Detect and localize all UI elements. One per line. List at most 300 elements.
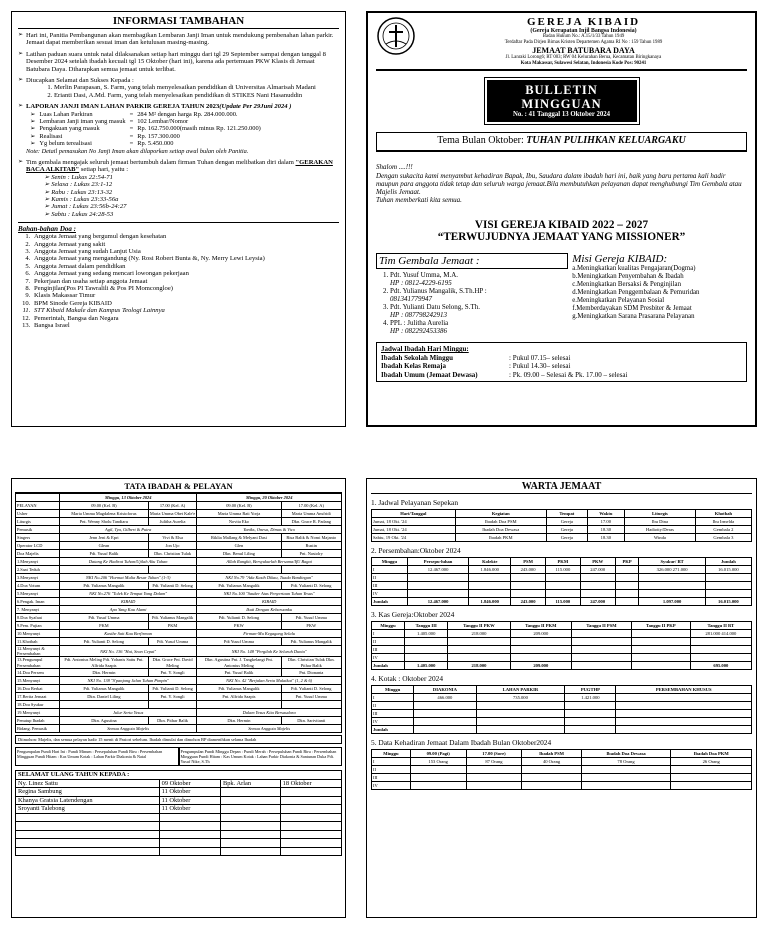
table-cell: Usher	[16, 510, 60, 518]
table-cell: DIAKONIA	[414, 686, 476, 694]
table-cell: 735.000	[476, 694, 565, 702]
table-cell: Tanggu III	[404, 622, 447, 630]
table-cell	[565, 702, 616, 710]
table-cell: 18.30	[587, 534, 624, 542]
table-cell: Singers	[16, 534, 60, 542]
bacaan-list	[26, 174, 339, 218]
table-cell: Ibu Irmelda	[695, 518, 751, 526]
table-cell: Ibu Dina	[624, 518, 695, 526]
list-item: 7. Pekerjaan dan usaha setiap anggota Jemaat	[32, 278, 339, 285]
table-row	[372, 766, 752, 774]
table-cell	[510, 654, 572, 662]
table-cell	[615, 582, 639, 590]
table-cell: 12.467.000	[407, 566, 469, 574]
table-cell: I	[372, 630, 405, 638]
list-item: g.Meningkatkan Sarana Prasarana Pelayanan	[572, 313, 695, 321]
table-cell	[280, 805, 341, 814]
table-cell: Pnt. Y. Songli	[148, 668, 196, 676]
table-cell	[414, 718, 476, 726]
list-item: 11. STT Kibaid Makale dan Kampus Teologi Lainnya	[32, 307, 339, 314]
table-cell: 11 Oktober	[159, 796, 220, 805]
table-cell: 09 Oktober	[159, 779, 220, 788]
vision-title: VISI GEREJA KIBAID 2022 – 2027	[474, 219, 649, 232]
table-row	[372, 518, 752, 526]
table-cell	[546, 582, 581, 590]
table-cell: Liturgis	[624, 510, 695, 518]
table-cell: Ibadah Doa PKM	[671, 750, 752, 758]
table-cell	[476, 718, 565, 726]
list-item: 9. Klasis Makassar Timur	[32, 292, 339, 299]
table-cell: 11.Khotbah	[16, 638, 60, 646]
table-row	[372, 646, 752, 654]
table-cell: Maria Umma Rati Yorja	[197, 510, 281, 518]
table-cell: 26 Orang	[671, 758, 752, 766]
list-item: ➢ Rabu : Lukas 23:13-32	[44, 188, 113, 196]
table-cell: Glen	[197, 542, 281, 550]
table-cell: Ny. Linez Sattu	[16, 779, 160, 788]
table-cell	[631, 662, 690, 670]
table-cell: Pemusik	[16, 526, 60, 534]
table-cell	[448, 654, 510, 662]
table-cell	[631, 654, 690, 662]
table-row	[372, 630, 752, 638]
list-item: c.Meningkatkan Bersaksi & Penginjilan	[572, 281, 681, 289]
table-cell: NKI No.206 "Hormat Mulia Besar Tuhan" (1-3)	[60, 574, 197, 582]
table-cell	[404, 638, 447, 646]
church-name: GEREJA KIBAID	[526, 16, 641, 28]
table-cell: 4.Doa Votum	[16, 582, 60, 590]
table-row	[372, 758, 752, 766]
table-cell	[220, 796, 280, 805]
liturgy-table	[15, 493, 342, 733]
table-cell: Minggu	[372, 686, 414, 694]
section-heading: 2. Persembahan:Oktober 2024	[371, 546, 461, 555]
table-cell: 19.Menyanyi	[16, 708, 60, 716]
table-cell: Pdt. Yusuf Umma	[148, 638, 196, 646]
laporan-table	[28, 111, 263, 148]
table-cell: 40 Orang	[522, 758, 581, 766]
liturgy-panel	[11, 478, 346, 918]
table-cell	[572, 638, 632, 646]
table-cell	[572, 662, 632, 670]
table-row	[372, 782, 752, 790]
table-cell: Jumlah	[705, 558, 751, 566]
table-cell: NKI No.276 "Tolek Ke Tempat Yang Dalam"	[60, 590, 197, 598]
table-cell	[280, 796, 341, 805]
table-row	[16, 692, 342, 700]
table-cell	[565, 718, 616, 726]
table-cell: 18.Doa Syukur	[16, 700, 60, 708]
list-item: b.Meningkatkan Penyembahan & Ibadah	[572, 273, 684, 281]
table-cell	[407, 582, 469, 590]
table-cell	[16, 847, 160, 856]
table-cell: I	[372, 566, 408, 574]
table-cell	[159, 830, 220, 839]
table-cell: Risa Balik & Nomi Majanto	[281, 534, 341, 542]
info-title: INFORMASI TAMBAHAN	[18, 15, 339, 29]
pastoral-team	[376, 253, 568, 335]
table-cell: Firman-Mu Kegagang Selalu	[197, 630, 342, 638]
table-cell: Operator LCD	[16, 542, 60, 550]
table-cell	[631, 646, 690, 654]
table-cell: 1.097.000	[639, 598, 705, 606]
table-cell: NKI No. 136 "Hai, Sean Cepat"	[60, 646, 197, 657]
table-cell: Jumlah	[372, 726, 414, 734]
table-cell: Winda	[624, 534, 695, 542]
table-cell: Hadiotty/Deras	[624, 526, 695, 534]
table-cell	[60, 566, 149, 574]
table-cell	[522, 774, 581, 782]
table-cell: Jumlah	[372, 662, 405, 670]
list-item: 4. Anggota Jemaat yang mengandung (Ny. Rosi Robert Bunta &, Ny. Merry Lewi Leysia)	[32, 255, 339, 262]
table-cell: Doa Majelis	[16, 550, 60, 558]
table-cell: Gereja	[546, 534, 587, 542]
birthday-table	[15, 770, 342, 856]
table-cell	[16, 830, 160, 839]
table-cell: Vivi & Elsa	[148, 534, 196, 542]
table-cell	[148, 700, 196, 708]
table-cell	[16, 813, 160, 822]
table-cell	[572, 654, 632, 662]
table-cell: Ibadah PSM	[522, 750, 581, 758]
table-cell: Pdt. Yulianti D. Selong	[148, 684, 196, 692]
table-cell: 09.00 (Kel. B)	[197, 502, 281, 510]
table-row	[372, 574, 752, 582]
table-cell	[671, 774, 752, 782]
table-cell: Khanya Gratsia Latendengan	[16, 796, 160, 805]
table-row	[372, 598, 752, 606]
table-cell: Pdt. Yulianus Mangalik	[60, 582, 149, 590]
info-paragraph	[18, 77, 339, 99]
table-cell: Hari/Tanggal	[372, 510, 456, 518]
jemaat-name: JEMAAT BATUBARA DAYA	[532, 46, 635, 56]
table-cell: III	[372, 646, 405, 654]
table-cell: 466.000	[414, 694, 476, 702]
offering-table	[371, 557, 752, 606]
welcome-text: Shalom ....!!! Dengan sukacita kami menyambut kehadiran Bapak, Ibu, Saudara dalam ibadah hari ini, baik yang baru pertama kali hadir maupun para anggota tidak tetap dan seluruh warga jemaat.Bila membutuhkan pelayanan dapat menghubungi Tim Gembala atau Majelis Jemaat. Tuhan memberkati kita semua.	[376, 163, 742, 205]
table-cell	[448, 638, 510, 646]
table-cell: 1.846.000	[469, 598, 511, 606]
table-cell: 17.00 (Sore)	[466, 750, 522, 758]
table-cell: 1.421.000	[565, 694, 616, 702]
table-cell	[220, 822, 280, 831]
section-heading: 4. Kotak : Oktober 2024	[371, 674, 444, 683]
table-cell: Yaniks, Onesa, Dimas & Vico	[197, 526, 342, 534]
list-item: d.Meningkatkan Penggembalaan & Pemuridan	[572, 289, 700, 297]
table-cell: Dkn. Christian Tulak Dkn. Pithar Balik	[281, 657, 341, 668]
table-cell	[407, 574, 469, 582]
table-cell	[639, 582, 705, 590]
table-cell	[616, 718, 752, 726]
table-cell: Tempat	[546, 510, 587, 518]
table-cell: II	[372, 702, 414, 710]
table-cell	[197, 700, 281, 708]
table-cell: KIBAID	[60, 598, 197, 606]
table-cell: Julitha Aurelia	[148, 518, 196, 526]
table-cell	[469, 574, 511, 582]
table-cell	[220, 805, 280, 814]
table-cell: PKW	[580, 558, 615, 566]
table-cell: Semua Anggota Majelis	[60, 724, 197, 732]
table-cell: Dkn. Agustina Pnt. J. Tangkelangi Pnt. Antonius Meling	[197, 657, 281, 668]
table-cell: 209.000	[510, 630, 572, 638]
table-row	[372, 526, 752, 534]
table-cell: Pdt Yusuf Umma	[197, 638, 281, 646]
table-cell: Maria Umma Magdalena Kristoforus	[60, 510, 149, 518]
table-cell: I	[372, 758, 411, 766]
table-cell: Dkn. Christian Tulak	[148, 550, 196, 558]
table-cell: 153 Orang	[410, 758, 466, 766]
list-item: 8. Penginjilan(Pos PI Tawralili & Pos PI Momcongloe)	[32, 285, 339, 292]
info-paragraph: ➢ Hari ini, Panitia Pembangunan akan membagikan Lembaran Janji Iman untuk mendukung pembenahan lahan parkir. Jemaat dapat memberikan sesuai iman dan ketulusan masing-masing.	[18, 32, 339, 47]
table-cell	[631, 638, 690, 646]
table-cell: 8.Doa Syafaat	[16, 614, 60, 622]
table-cell: III	[372, 774, 411, 782]
table-cell: IV	[372, 590, 408, 598]
laporan-note: Note: Detail pemasukan No Janji Iman akan dilaporkan setiap awal bulan oleh Panitia.	[26, 147, 249, 155]
table-cell	[466, 766, 522, 774]
table-cell: Minggu	[372, 750, 411, 758]
table-cell: 1.Menyanyi	[16, 558, 60, 566]
table-cell: 326.000 271.000	[639, 566, 705, 574]
table-cell: 1.846.000	[469, 566, 511, 574]
table-cell	[631, 630, 690, 638]
table-cell	[414, 726, 476, 734]
table-cell: Bpk. Arlan	[220, 779, 280, 788]
table-cell	[546, 590, 581, 598]
table-cell: Dkn. Pithar Balik	[148, 716, 196, 724]
table-cell: Ibadah Doa PSM	[455, 518, 546, 526]
cover-panel	[366, 11, 757, 427]
list-item: ➢ Senin : Lukas 22:54-71	[44, 173, 113, 181]
table-cell: Sroyanti Talebong	[16, 805, 160, 814]
table-cell	[476, 726, 565, 734]
table-cell: 9.Pem. Pujian	[16, 622, 60, 630]
list-item: 1. Merlin Parapasan, S. Farm, yang telah menyelesaikan pendidikan di Universitas Almarisah Madani	[54, 84, 339, 91]
table-cell: Pnt. Nastolry	[281, 550, 341, 558]
table-cell: Gembala 3	[695, 534, 751, 542]
table-cell: 16.015.000	[705, 598, 751, 606]
table-cell: 78 Orang	[581, 758, 671, 766]
table-cell: Ibadah Doa Dewasa	[581, 750, 671, 758]
table-row	[16, 534, 342, 542]
table-row	[16, 622, 342, 630]
table-cell	[220, 839, 280, 848]
table-cell	[639, 574, 705, 582]
table-cell: 17.00 (Kel. A)	[148, 502, 196, 510]
table-cell: 10.Menyanyi	[16, 630, 60, 638]
table-cell: 247.000	[580, 566, 615, 574]
table-cell: Pnt. Alfrida Saapis	[197, 692, 281, 700]
table-row	[16, 839, 342, 848]
table-cell: 17.Berita Jemaat	[16, 692, 60, 700]
table-cell: Agil, Tya, Gilbert & Putra	[60, 526, 197, 534]
church-subtitle: (Gereja Kerapatan Injil Bangsa Indonesia)	[530, 28, 637, 34]
table-row	[372, 686, 752, 694]
box-table	[371, 685, 752, 734]
table-cell: Pdt. Yusuf Umma	[281, 614, 341, 622]
table-cell: 12.Menyanyi & Persembahan	[16, 646, 60, 657]
table-cell: 115.000	[546, 598, 581, 606]
table-cell: Pdt. Yulianti D. Selong	[60, 638, 149, 646]
table-cell: II	[372, 766, 411, 774]
table-row: ➢ Yg belum terealisasi = Rp. 5.450.000	[30, 140, 174, 148]
table-cell: 1.405.000	[404, 630, 447, 638]
monthly-theme: Tema Bulan Oktober: TUHAN PULIHKAN KELUARGAKU	[376, 132, 747, 152]
table-cell: Semua Anggota Majelis	[197, 724, 342, 732]
table-row	[16, 779, 342, 788]
table-row	[372, 710, 752, 718]
table-cell: 7. Menyanyi	[16, 606, 60, 614]
table-cell	[280, 847, 341, 856]
table-cell: Dkn. Agustina	[60, 716, 149, 724]
table-cell: 16.Doa Berkat	[16, 684, 60, 692]
doa-title: Bahan-bahan Doa :	[18, 222, 339, 233]
table-row	[372, 774, 752, 782]
table-cell: NKI No. 138 "S'panjang Jalan Tuhan Pimpin"	[60, 676, 197, 684]
table-cell: PKM	[148, 622, 196, 630]
vision	[376, 219, 747, 243]
laporan-title: LAPORAN JANJI IMAN LAHAN PARKIR GEREJA TAHUN 2023	[26, 103, 220, 111]
table-cell: Minggu	[372, 558, 408, 566]
address-line: Jl. Lanraki Lorong6; RT 003; RW 04 Kelurahan Berua, Kecamatan Biringkanaya	[505, 55, 662, 61]
mission	[572, 253, 747, 335]
table-cell: Datang Ke Hadirat Tuhan/Ujilah Aku Tuhan	[60, 558, 197, 566]
table-row	[16, 700, 342, 708]
table-cell	[197, 566, 281, 574]
list-item: 12. Pemerintah, Bangsa dan Negara	[32, 315, 339, 322]
table-cell	[671, 782, 752, 790]
table-row	[16, 830, 342, 839]
table-cell	[580, 574, 615, 582]
laporan-update: (Update Per 29Juni 2024 )	[219, 103, 292, 111]
table-cell: 18.30	[587, 526, 624, 534]
table-row	[16, 847, 342, 856]
table-cell	[407, 590, 469, 598]
schedule-row: Ibadah Sekolah Minggu : Pukul 07.15– selesai	[381, 353, 571, 362]
list-item: 3. Anggota Jemaat yang sudah Lanjut Usia	[32, 248, 339, 255]
table-cell: PUGTHP	[565, 686, 616, 694]
table-cell	[705, 590, 751, 598]
table-cell	[510, 646, 572, 654]
table-row	[16, 805, 342, 814]
table-cell: 18 Oktober	[280, 779, 341, 788]
table-row	[16, 598, 342, 606]
table-cell: 13.Pengumpul Persembahan	[16, 657, 60, 668]
list-item: 2. Pdt. Yulianus Mangalik, S.Th.HP : 081341779947	[390, 287, 568, 303]
table-row: ➢ Realisasi = Rp. 157.300.000	[30, 132, 180, 140]
table-cell: 243.000	[511, 598, 546, 606]
table-cell	[616, 702, 752, 710]
table-cell: 281.000 414.000	[690, 630, 751, 638]
table-row	[372, 590, 752, 598]
table-cell	[280, 822, 341, 831]
laporan-section	[18, 103, 339, 155]
attendance-table	[371, 749, 752, 790]
table-cell: 2.Saat Teduh	[16, 566, 60, 574]
table-cell: Pdt. Yulianti D. Selong	[197, 614, 281, 622]
table-cell: NKI No. 148 "Pergilah Ke Seluruh Dunia"	[197, 646, 342, 657]
table-row	[16, 518, 342, 526]
table-cell: 5.Menyanyi	[16, 590, 60, 598]
table-cell: Tanggu II PKM	[510, 622, 572, 630]
table-cell: Pdt. Yulianus Mangalik	[197, 582, 281, 590]
table-row	[372, 582, 752, 590]
table-cell: Kasihe Sait Kau Berfirman	[60, 630, 197, 638]
table-row	[16, 550, 342, 558]
list-item: ➢ Jumat : Lukas 23:56b-24:27	[44, 203, 127, 211]
table-row	[372, 654, 752, 662]
table-cell: Pdt. Yulianus Mangalik	[60, 684, 149, 692]
info-panel	[11, 11, 346, 427]
table-cell: Ibadah PKM	[455, 534, 546, 542]
table-cell	[616, 726, 752, 734]
list-item: a.Meningkatkan kualitas Pengajaran(Dogma)	[572, 265, 696, 273]
table-cell: Gereja	[546, 526, 587, 534]
table-row	[372, 702, 752, 710]
list-item: 5. Anggota Jemaat dalam pendidikan	[32, 263, 339, 270]
table-cell	[16, 839, 160, 848]
table-row	[372, 510, 752, 518]
table-cell: Kolekte	[469, 558, 511, 566]
table-cell	[705, 582, 751, 590]
table-cell: Ibadah Doa Dewasa	[455, 526, 546, 534]
table-cell	[510, 638, 572, 646]
table-cell: NKI No.100 "Sauker Atas Penyertaan Tuhan Yesus"	[197, 590, 342, 598]
table-row	[372, 638, 752, 646]
table-cell: Jumat, 18 Okt. '24	[372, 526, 456, 534]
schedule-row: Ibadah Umum (Jemaat Dewasa) : Pk. 09.00 – Selesai & Pk. 17.00 – selesai	[381, 370, 628, 379]
table-cell	[546, 574, 581, 582]
table-cell: Dkn. Hermin	[197, 716, 281, 724]
table-cell: LAHAN PARKIR	[476, 686, 565, 694]
table-cell	[466, 774, 522, 782]
list-item: 1. Anggota Jemaat yang bergumul dengan kesehatan	[32, 233, 339, 240]
pundi-today: Pengumpulan Pundi Hari Ini : Pundi Minum : Persepuluhan Pundi Biru : Persembahan Mingguan Pundi Hitam : Kas Umum Kotak : Lahan Parkir Diakonia & Natal	[15, 747, 179, 766]
table-cell: Pdt. Yulianti D. Selong	[281, 684, 341, 692]
table-cell	[220, 830, 280, 839]
table-cell	[469, 590, 511, 598]
table-cell: PKW	[281, 622, 341, 630]
list-item: 4. PPL : Julitha Aurelia HP : 082292453386	[390, 319, 568, 335]
table-row	[16, 657, 342, 668]
table-cell: II	[372, 638, 405, 646]
table-cell: Rustin	[281, 542, 341, 550]
table-cell: Jumat, 18 Okt. '24	[372, 518, 456, 526]
table-row	[16, 708, 342, 716]
table-cell	[572, 646, 632, 654]
table-row	[372, 726, 752, 734]
table-row	[16, 684, 342, 692]
table-cell: PELAYAN	[16, 502, 60, 510]
table-cell: Pdt. Yulianti D. Selong	[281, 582, 341, 590]
table-cell	[404, 654, 447, 662]
table-row	[372, 662, 752, 670]
table-cell: Dkn. Sarivitanti	[281, 716, 341, 724]
table-row	[16, 676, 342, 684]
table-cell: Tanggu II PKP	[631, 622, 690, 630]
list-item: 13. Bangsa Israel	[32, 322, 339, 329]
table-row: Minggu, 13 Oktober 2024 Minggu, 20 Oktober 2024	[16, 494, 342, 502]
table-cell: PKW	[197, 622, 281, 630]
table-row	[16, 590, 342, 598]
table-cell: Riklia Mallang & Melyani Dasi	[197, 534, 281, 542]
table-row	[16, 606, 342, 614]
table-cell	[60, 700, 149, 708]
mission-title: Misi Gereja KIBAID:	[572, 253, 668, 266]
table-row	[16, 558, 342, 566]
table-cell: Pdt. Yusuf Balik	[60, 550, 149, 558]
